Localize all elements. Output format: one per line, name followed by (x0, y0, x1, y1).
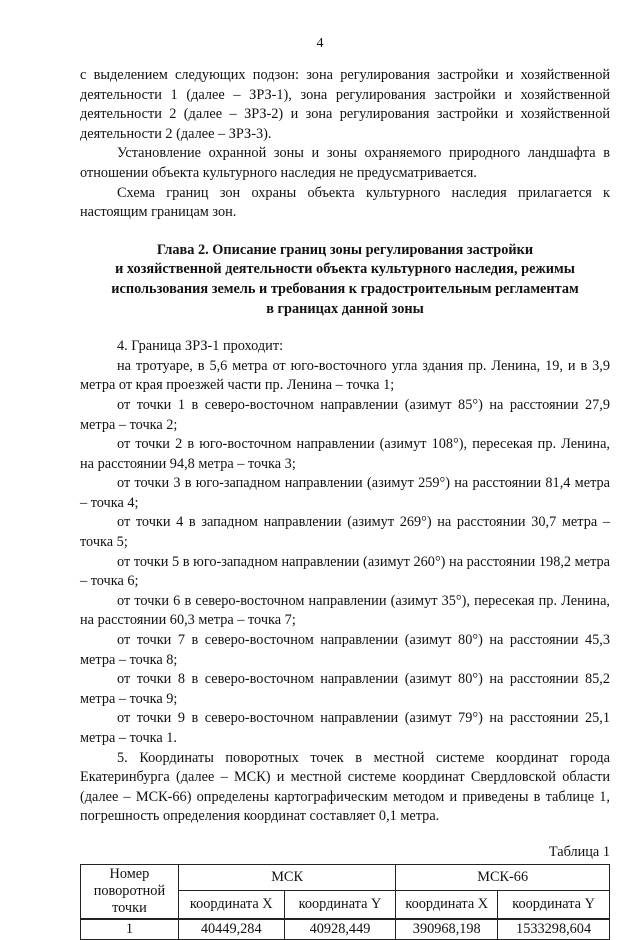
chapter-heading (80, 241, 610, 319)
table-header-row (81, 864, 610, 891)
cell-msk66-y: 1533298,604 (498, 919, 610, 940)
header-msk: МСК (178, 864, 396, 891)
header-msk66-y: координата Y (498, 891, 610, 919)
header-point-number: Номер поворотной точки (81, 864, 179, 919)
chapter-heading-line: и хозяйственной деятельности объекта культурного наследия, режимы (115, 261, 575, 278)
body-paragraph: от точки 2 в юго-восточном направлении (азимут 108°), пересекая пр. Ленина, на расстоянии 94,8 метра – точка 3; (80, 436, 610, 472)
intro-section (80, 66, 610, 223)
chapter-heading-line: в границах данной зоны (266, 300, 424, 317)
body-paragraph: от точки 8 в северо-восточном направлении (азимут 80°) на расстоянии 85,2 метра – точка 9; (80, 671, 610, 707)
body-paragraph: от точки 1 в северо-восточном направлении (азимут 85°) на расстоянии 27,9 метра – точка 2; (80, 396, 610, 433)
intro-paragraph: Схема границ зон охраны объекта культурного наследия прилагается к настоящим границам зон. (80, 184, 610, 221)
body-paragraph: от точки 7 в северо-восточном направлении (азимут 80°) на расстоянии 45,3 метра – точка 8; (80, 632, 610, 668)
table-caption: Таблица 1 (548, 843, 610, 860)
intro-paragraph: с выделением следующих подзон: зона регулирования застройки и хозяйственной деятельности 1 (далее – ЗРЗ-1), зона регулирования застройки и хозяйственной деятельности 2 (далее – ЗРЗ-2) и зона регулирования застройки и хозяйственной деятельности 2 (далее – ЗРЗ-3). (80, 67, 610, 142)
cell-msk-x: 40449,284 (178, 919, 284, 940)
intro-paragraph: Установление охранной зоны и зоны охраняемого природного ландшафта в отношении объекта культурного наследия не предусматривается. (80, 145, 610, 181)
header-msk-y: координата Y (284, 891, 396, 919)
cell-point: 1 (81, 919, 179, 940)
page-number: 4 (316, 36, 324, 51)
body-paragraph: 4. Граница ЗРЗ-1 проходит: (117, 338, 284, 355)
coordinates-table (80, 864, 610, 940)
table-row (81, 919, 610, 940)
body-paragraph: на тротуаре, в 5,6 метра от юго-восточного угла здания пр. Ленина, 19, и в 3,9 метра от края проезжей части пр. Ленина – точка 1; (80, 357, 610, 394)
boundary-description (80, 337, 610, 827)
header-msk66-x: координата X (396, 891, 498, 919)
body-paragraph: от точки 4 в западном направлении (азимут 269°) на расстоянии 30,7 метра – точка 5; (80, 514, 610, 551)
chapter-heading-line: Глава 2. Описание границ зоны регулирования застройки (156, 241, 534, 258)
body-paragraph: от точки 5 в юго-западном направлении (азимут 260°) на расстоянии 198,2 метра – точка 6; (80, 553, 610, 590)
cell-msk-y: 40928,449 (284, 919, 396, 940)
body-paragraph: от точки 3 в юго-западном направлении (азимут 259°) на расстоянии 81,4 метра – точка 4; (80, 475, 610, 511)
body-paragraph: 5. Координаты поворотных точек в местной системе координат города Екатеринбурга (далее – МСК) и местной системе координат Свердловской области (далее – МСК-66) определены картографическим методом и приведены в таблице 1, погрешность определения координат составляет 0,1 метра. (80, 749, 610, 825)
chapter-heading-line: использования земель и требования к градостроительным регламентам (111, 280, 579, 297)
header-msk-x: координата X (178, 891, 284, 919)
document-body (80, 66, 610, 940)
body-paragraph: от точки 9 в северо-восточном направлении (азимут 79°) на расстоянии 25,1 метра – точка 1. (80, 710, 610, 746)
body-paragraph: от точки 6 в северо-восточном направлении (азимут 35°), пересекая пр. Ленина, на расстоянии 60,3 метра – точка 7; (80, 592, 610, 629)
cell-msk66-x: 390968,198 (396, 919, 498, 940)
header-msk66: МСК-66 (396, 864, 610, 891)
